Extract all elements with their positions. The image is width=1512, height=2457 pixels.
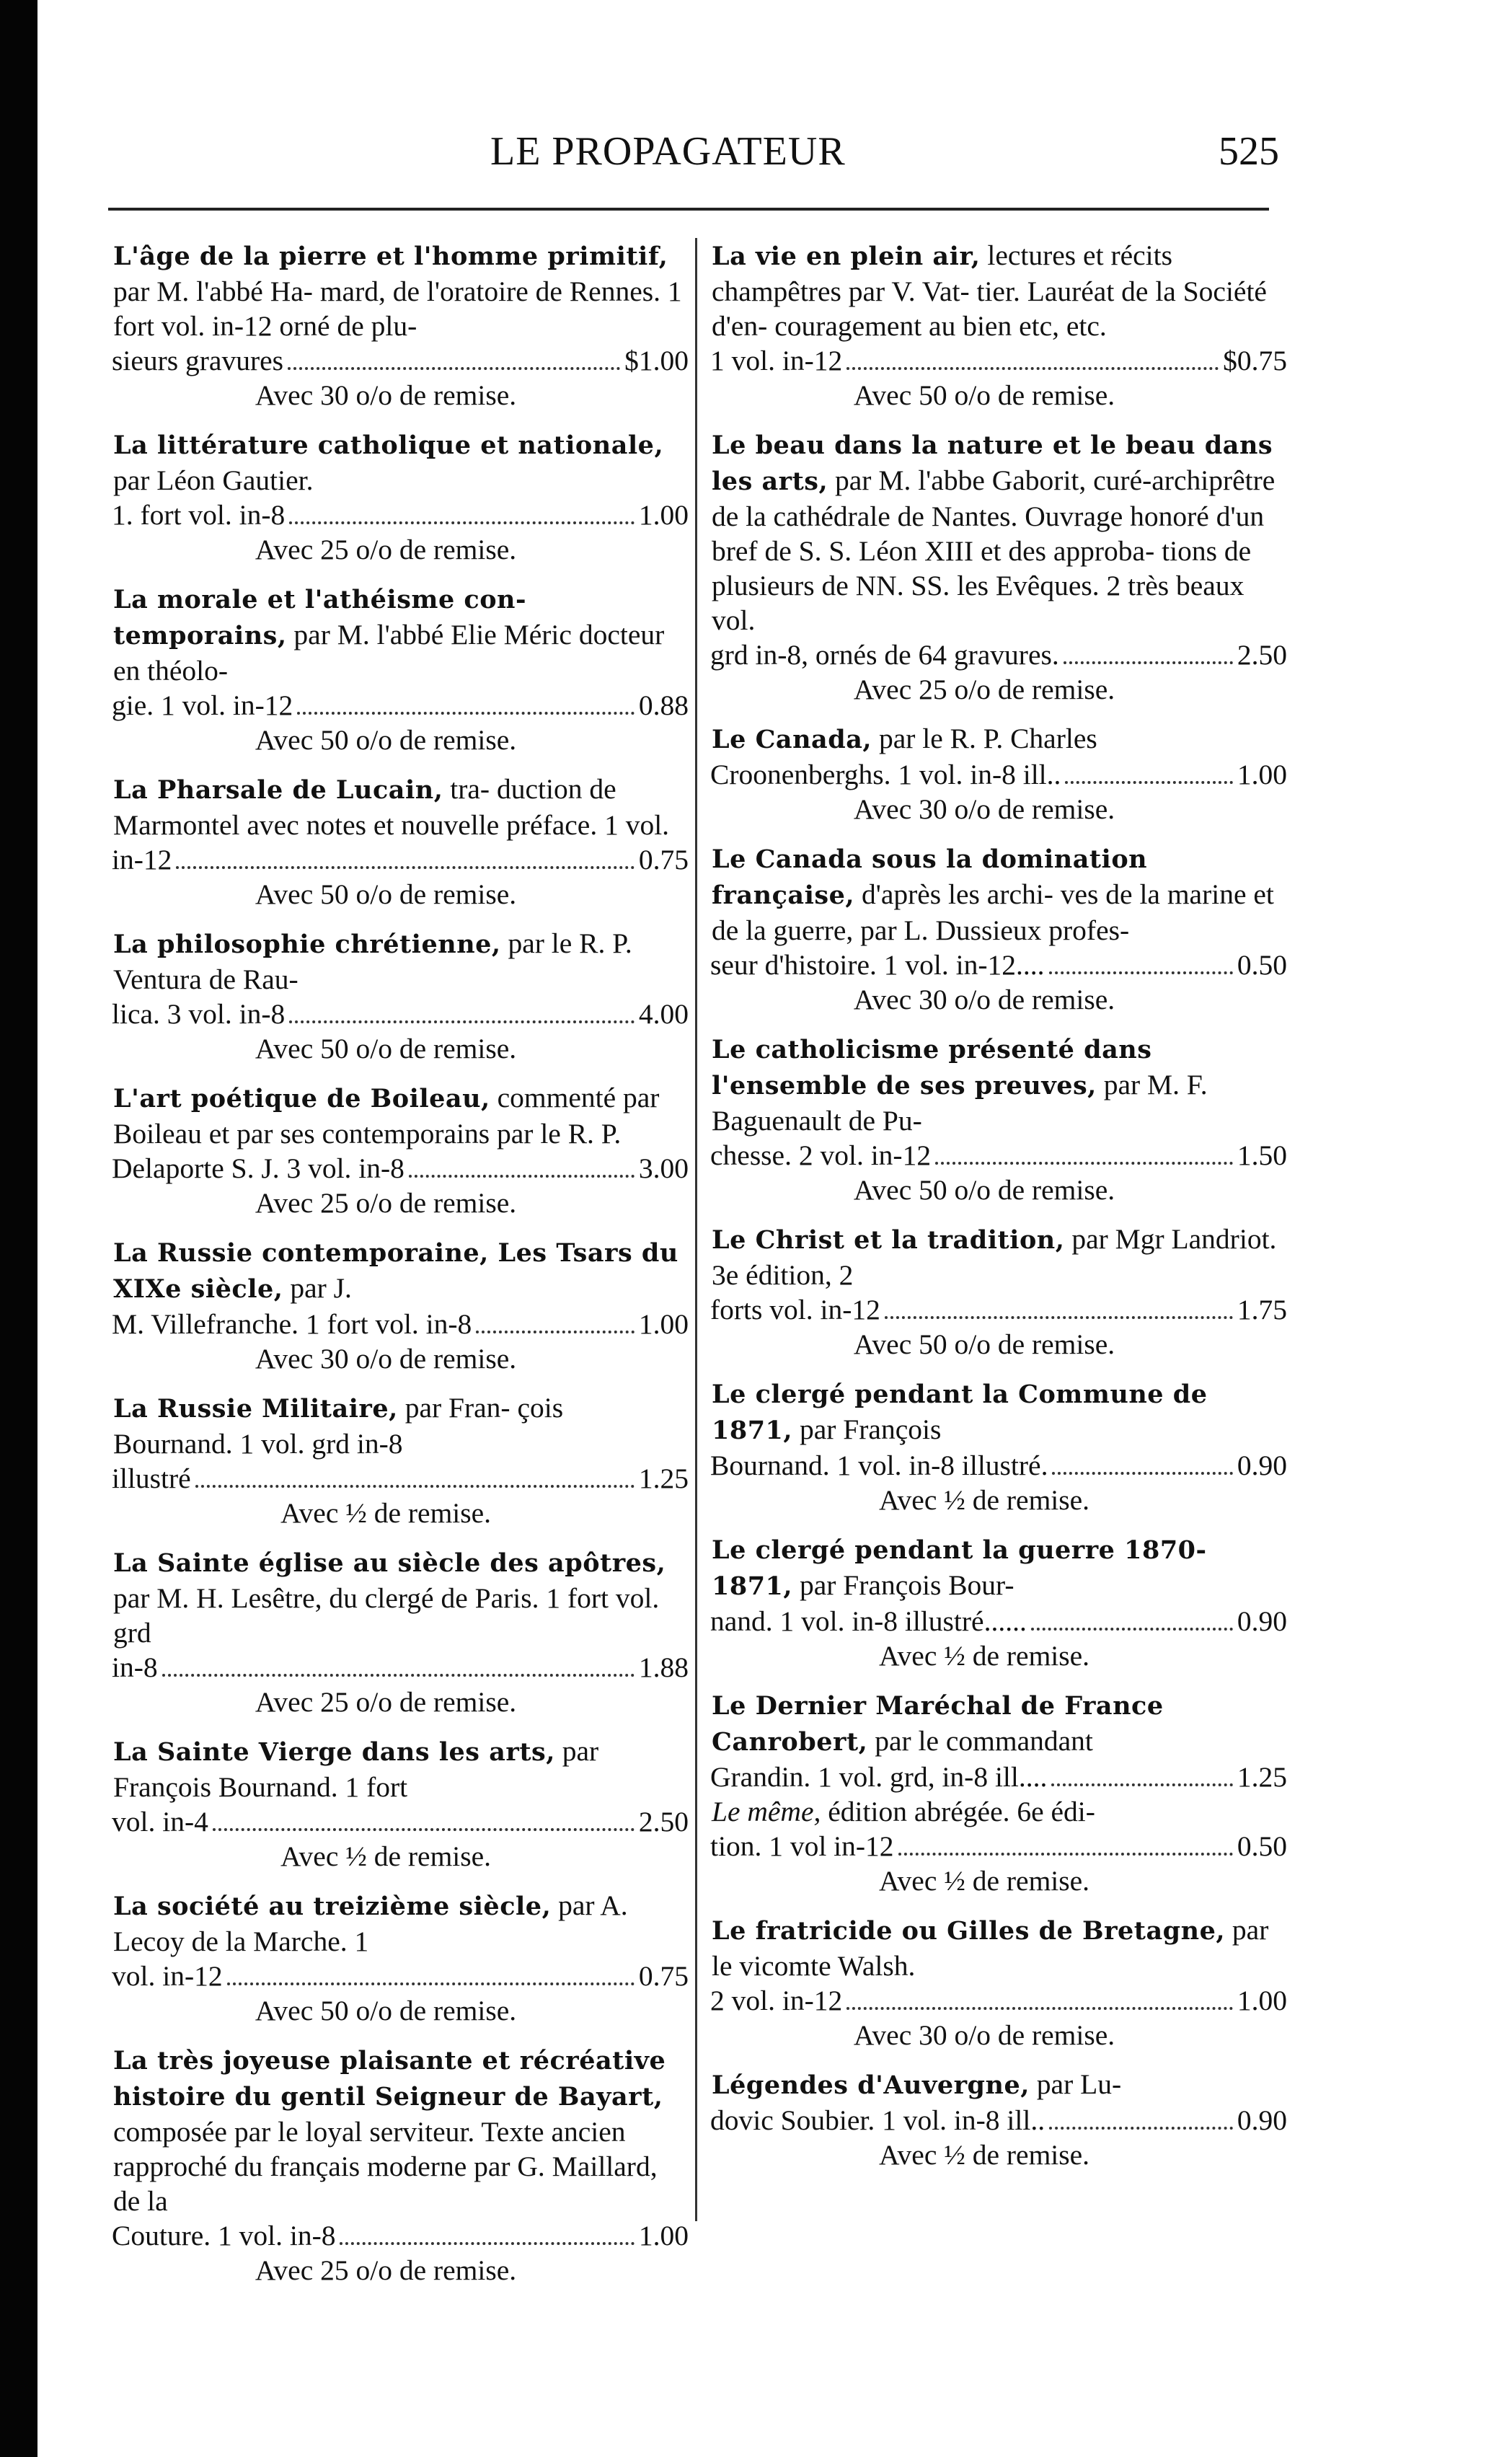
book-entry bbox=[112, 1390, 689, 1530]
description-line: Mgr Landriot. 3e édition, 2 bbox=[712, 1223, 1277, 1291]
book-title: Le clergé pendant la Commune de 1871, bbox=[712, 1380, 1208, 1445]
dot-leader bbox=[935, 1162, 1233, 1165]
entry-description bbox=[710, 1031, 1287, 1138]
dot-leader bbox=[1052, 1472, 1232, 1475]
scan-margin-bar bbox=[0, 0, 37, 2457]
entry-description bbox=[710, 238, 1287, 343]
price: 2.50 bbox=[1237, 639, 1287, 671]
price-line bbox=[112, 1461, 689, 1496]
dot-leader bbox=[162, 1674, 635, 1677]
price: 0.88 bbox=[638, 689, 689, 721]
book-title: Le clergé pendant la guerre 1870-1871, bbox=[712, 1535, 1207, 1601]
book-entry bbox=[710, 841, 1287, 1017]
entry-description bbox=[112, 2042, 689, 2218]
header-rule bbox=[108, 208, 1269, 211]
price-line-text: Grandin. 1 vol. grd, in-8 ill.... bbox=[710, 1761, 1048, 1793]
discount-note: Avec 30 o/o de remise. bbox=[853, 793, 1115, 825]
price: 0.75 bbox=[638, 844, 689, 875]
book-entry bbox=[112, 926, 689, 1066]
description-line: clergé de Paris. 1 fort vol. grd bbox=[113, 1582, 660, 1649]
price-line bbox=[710, 638, 1287, 672]
price-line-text: vol. in-12 bbox=[112, 1960, 223, 1992]
edition-label: Le même, bbox=[712, 1796, 821, 1827]
description-line: par François bbox=[799, 1413, 942, 1445]
price: 1.88 bbox=[638, 1651, 689, 1683]
price: 1.00 bbox=[1237, 759, 1287, 790]
book-title: Le catholicisme présenté dans l'ensemble de ses preuves, bbox=[712, 1035, 1152, 1100]
price: 1.50 bbox=[1237, 1139, 1287, 1171]
price-line bbox=[710, 1448, 1287, 1483]
book-title: La Russie contemporaine, Les Tsars du XIXe siècle, bbox=[113, 1238, 678, 1304]
price-line-text: illustré bbox=[112, 1463, 191, 1494]
discount-note: Avec 50 o/o de remise. bbox=[853, 1328, 1115, 1360]
price-line-text: 1 vol. in-12 bbox=[710, 345, 843, 376]
book-title: Le Christ et la tradition, bbox=[712, 1225, 1065, 1255]
book-entry bbox=[710, 721, 1287, 826]
price-line bbox=[112, 1804, 689, 1839]
description-line: par A. Lecoy de la Marche. 1 bbox=[113, 1889, 628, 1957]
dot-leader bbox=[885, 1316, 1233, 1319]
description-line: tions de plusieurs de NN. SS. bbox=[712, 535, 1252, 601]
description-line: couragement au bien etc, etc. bbox=[774, 310, 1107, 342]
description-line: par M. H. Lesêtre, du bbox=[113, 1582, 358, 1614]
dot-leader bbox=[846, 367, 1219, 370]
discount-note: Avec ½ de remise. bbox=[878, 1640, 1090, 1672]
book-entry bbox=[710, 1376, 1287, 1517]
price-line-text: in-8 bbox=[112, 1651, 158, 1683]
price-line-text: sieurs gravures bbox=[112, 345, 284, 376]
dot-leader bbox=[288, 367, 620, 370]
discount-note: Avec 50 o/o de remise. bbox=[255, 724, 517, 756]
running-header: LE PROPAGATEUR bbox=[490, 129, 846, 174]
entry-description bbox=[112, 238, 689, 343]
book-entry bbox=[710, 1532, 1287, 1673]
dot-leader bbox=[195, 1485, 635, 1488]
abridged-edition bbox=[710, 1794, 1287, 1829]
entry-description bbox=[112, 772, 689, 842]
description-line: d'après les archi- bbox=[861, 878, 1053, 910]
book-title: La Pharsale de Lucain, bbox=[113, 775, 443, 805]
book-title: Le beau dans la nature et le beau dans les arts, bbox=[712, 431, 1273, 496]
dot-leader bbox=[1049, 971, 1233, 974]
price-line-text: 1. fort vol. in-8 bbox=[112, 499, 286, 531]
price: 1.00 bbox=[638, 1308, 689, 1340]
price: 0.90 bbox=[1237, 1450, 1287, 1481]
discount-note: Avec 25 o/o de remise. bbox=[853, 674, 1115, 705]
entry-description bbox=[112, 1390, 689, 1461]
price-line-text: seur d'histoire. 1 vol. in-12.... bbox=[710, 949, 1045, 981]
discount-note: Avec ½ de remise. bbox=[280, 1840, 492, 1872]
dot-leader bbox=[1031, 1628, 1233, 1631]
book-entry bbox=[710, 427, 1287, 707]
description-line: mard, de l'oratoire de Rennes. bbox=[319, 275, 660, 307]
entry-description bbox=[112, 926, 689, 997]
price-line bbox=[112, 997, 689, 1031]
discount-note: Avec 30 o/o de remise. bbox=[853, 984, 1115, 1015]
price: 0.75 bbox=[638, 1960, 689, 1992]
price: 1.25 bbox=[638, 1463, 689, 1494]
price: $1.00 bbox=[624, 345, 689, 376]
book-entry bbox=[112, 238, 689, 413]
discount-note: Avec 25 o/o de remise. bbox=[255, 1187, 517, 1219]
price-line-text: tion. 1 vol in-12 bbox=[710, 1830, 894, 1862]
price: 0.90 bbox=[1237, 1605, 1287, 1637]
price-line bbox=[710, 1760, 1287, 1794]
discount-note: Avec 30 o/o de remise. bbox=[853, 2019, 1115, 2051]
price: 0.50 bbox=[1237, 949, 1287, 981]
book-entry bbox=[710, 1913, 1287, 2052]
description-line: duction de Marmontel avec bbox=[113, 773, 616, 841]
discount-note: Avec ½ de remise. bbox=[280, 1497, 492, 1529]
price: 1.75 bbox=[1237, 1294, 1287, 1325]
book-entry bbox=[112, 1545, 689, 1719]
entry-description bbox=[710, 1913, 1287, 1983]
book-entry bbox=[112, 2042, 689, 2288]
price-line-text: nand. 1 vol. in-8 illustré...... bbox=[710, 1605, 1027, 1637]
price-line bbox=[112, 498, 689, 532]
description-line: par le loyal serviteur. Texte bbox=[234, 2116, 544, 2148]
price: 2.50 bbox=[638, 1806, 689, 1838]
entry-description bbox=[112, 581, 689, 688]
column-divider bbox=[695, 238, 697, 2221]
price-line-text: in-12 bbox=[112, 844, 172, 875]
description-line: notes et nouvelle préface. 1 vol. bbox=[306, 809, 670, 841]
price-line-text: gie. 1 vol. in-12 bbox=[112, 689, 293, 721]
price-line bbox=[710, 948, 1287, 982]
dot-leader bbox=[289, 1020, 635, 1023]
description-line: par François Bournand. 1 fort bbox=[113, 1735, 599, 1803]
entry-description bbox=[710, 841, 1287, 948]
dot-leader bbox=[476, 1331, 635, 1333]
book-title: La morale et l'athéisme con-temporains, bbox=[113, 585, 527, 650]
book-title: La Sainte église au siècle des apôtres, bbox=[113, 1548, 666, 1578]
price-line-text: grd in-8, ornés de 64 gravures. bbox=[710, 639, 1059, 671]
price-line-text: Couture. 1 vol. in-8 bbox=[112, 2220, 336, 2251]
price-line bbox=[112, 1650, 689, 1685]
price: 1.00 bbox=[638, 2220, 689, 2251]
book-entry bbox=[112, 427, 689, 567]
book-title: Le Dernier Maréchal de France Canrobert, bbox=[712, 1691, 1164, 1757]
price-line-text: chesse. 2 vol. in-12 bbox=[710, 1139, 932, 1171]
price-line bbox=[710, 1604, 1287, 1638]
price-line-text: Croonenberghs. 1 vol. in-8 ill.. bbox=[710, 759, 1061, 790]
price-line-text: 2 vol. in-12 bbox=[710, 1985, 843, 2016]
price-line-text: M. Villefranche. 1 fort vol. in-8 bbox=[112, 1308, 472, 1340]
description-line: composée bbox=[113, 2116, 227, 2148]
price: $0.75 bbox=[1223, 345, 1287, 376]
description-line: ves de la marine et de la bbox=[712, 878, 1274, 946]
book-title: La philosophie chrétienne, bbox=[113, 930, 501, 959]
entry-description bbox=[710, 2067, 1287, 2103]
price: 1.25 bbox=[1237, 1761, 1287, 1793]
description-line: de la cathédrale de Nantes. bbox=[712, 500, 1018, 532]
price-line-text: dovic Soubier. 1 vol. in-8 ill.. bbox=[710, 2104, 1045, 2136]
entry-description bbox=[710, 1688, 1287, 1760]
dot-leader bbox=[289, 521, 635, 524]
price-line bbox=[710, 1983, 1287, 2018]
book-entry bbox=[710, 1031, 1287, 1207]
price: 0.90 bbox=[1237, 2104, 1287, 2136]
page-number: 525 bbox=[1219, 129, 1279, 174]
price-line bbox=[710, 2103, 1287, 2138]
description-line: par le commandant bbox=[875, 1725, 1093, 1757]
dot-leader bbox=[213, 1828, 635, 1831]
dot-leader bbox=[846, 2007, 1233, 2010]
price: 3.00 bbox=[638, 1152, 689, 1184]
book-entry bbox=[710, 238, 1287, 413]
description-line: Elie Méric docteur en théolo- bbox=[113, 619, 665, 687]
description-line: moderne par G. Maillard, de la bbox=[113, 2151, 658, 2217]
price-line bbox=[112, 343, 689, 378]
entry-description bbox=[710, 721, 1287, 757]
discount-note: Avec 25 o/o de remise. bbox=[255, 534, 517, 565]
description-line: par M. F. Baguenault de Pu- bbox=[712, 1069, 1208, 1137]
dot-leader bbox=[898, 1853, 1233, 1856]
description-line: par bbox=[1071, 1223, 1108, 1255]
price-line bbox=[112, 1307, 689, 1341]
book-title: Le Canada sous la domination française, bbox=[712, 844, 1148, 910]
discount-note: Avec 50 o/o de remise. bbox=[255, 1033, 517, 1064]
description-line: par M. bbox=[835, 464, 911, 496]
description-line: par Léon Gautier. bbox=[113, 464, 314, 496]
description-line: 1 fort vol. in-12 orné de plu- bbox=[113, 275, 682, 342]
book-title: L'âge de la pierre et l'homme primitif, bbox=[113, 242, 668, 271]
description-line: lectures et bbox=[987, 239, 1104, 271]
book-entry bbox=[710, 1222, 1287, 1362]
price-line-text: forts vol. in-12 bbox=[710, 1294, 880, 1325]
book-title: Le Canada, bbox=[712, 725, 872, 754]
price: 0.50 bbox=[1237, 1830, 1287, 1862]
book-entry bbox=[710, 2067, 1287, 2172]
description-line: les Evêques. 2 très beaux vol. bbox=[712, 570, 1244, 636]
left-column bbox=[112, 238, 689, 2302]
description-line: ses contemporains par le R. P. bbox=[280, 1118, 622, 1150]
entry-description bbox=[710, 1376, 1287, 1448]
dot-leader bbox=[297, 712, 635, 715]
price-line bbox=[112, 2218, 689, 2253]
entry-description bbox=[710, 427, 1287, 638]
discount-note: Avec ½ de remise. bbox=[878, 1865, 1090, 1897]
discount-note: Avec 50 o/o de remise. bbox=[853, 1174, 1115, 1206]
description-line: par le R. P. Ventura de Rau- bbox=[113, 927, 632, 995]
dot-leader bbox=[1049, 2127, 1233, 2130]
description-line: ancien rapproché du français bbox=[113, 2116, 626, 2182]
entry-description bbox=[112, 1080, 689, 1151]
dot-leader bbox=[409, 1175, 635, 1178]
description-line: par le R. P. Charles bbox=[878, 723, 1097, 754]
book-title: La littérature catholique et nationale, bbox=[113, 431, 664, 460]
book-entry bbox=[112, 1734, 689, 1874]
book-title: La société au treizième siècle, bbox=[113, 1892, 552, 1921]
description-line: çois Bournand. 1 vol. grd in-8 bbox=[113, 1392, 564, 1460]
price: 1.00 bbox=[1237, 1985, 1287, 2016]
entry-description bbox=[112, 1235, 689, 1307]
price-line bbox=[710, 1292, 1287, 1327]
discount-note: Avec ½ de remise. bbox=[878, 2139, 1090, 2171]
book-entry bbox=[112, 1080, 689, 1220]
description-line: tra- bbox=[450, 773, 490, 805]
price-line bbox=[112, 688, 689, 723]
description-line: guerre, par L. Dussieux profes- bbox=[773, 914, 1130, 946]
price: 1.00 bbox=[638, 499, 689, 531]
description-line: Ouvrage honoré d'un bref de S. bbox=[712, 500, 1265, 567]
entry-description bbox=[710, 1532, 1287, 1604]
description-line: par Lu- bbox=[1036, 2068, 1122, 2100]
discount-note: Avec 30 o/o de remise. bbox=[255, 379, 517, 411]
price: 4.00 bbox=[638, 998, 689, 1030]
entry-description bbox=[112, 427, 689, 498]
book-entry bbox=[112, 581, 689, 757]
description-line: édition abrégée. 6e édi- bbox=[828, 1796, 1095, 1827]
discount-note: Avec ½ de remise. bbox=[878, 1484, 1090, 1516]
book-title: La vie en plein air, bbox=[712, 242, 981, 271]
price-line bbox=[710, 757, 1287, 792]
right-column bbox=[710, 238, 1287, 2187]
discount-note: Avec 50 o/o de remise. bbox=[255, 1995, 517, 2026]
price-line bbox=[710, 1138, 1287, 1173]
price-line bbox=[710, 1829, 1287, 1863]
book-title: L'art poétique de Boileau, bbox=[113, 1084, 490, 1113]
book-title: La très joyeuse plaisante et récréative histoire du gentil Seigneur de Bayart, bbox=[113, 2046, 666, 2112]
dot-leader bbox=[176, 866, 634, 869]
description-line: récits champêtres par V. Vat- bbox=[712, 239, 1172, 307]
book-entry bbox=[112, 1888, 689, 2028]
book-entry bbox=[710, 1688, 1287, 1898]
price-line bbox=[112, 842, 689, 877]
discount-note: Avec 50 o/o de remise. bbox=[255, 878, 517, 910]
dot-leader bbox=[227, 1982, 635, 1985]
description-line: par Fran- bbox=[404, 1392, 510, 1424]
dot-leader bbox=[1051, 1783, 1233, 1786]
entry-description bbox=[112, 1734, 689, 1804]
discount-note: Avec 30 o/o de remise. bbox=[255, 1343, 517, 1375]
price-line-text: Delaporte S. J. 3 vol. in-8 bbox=[112, 1152, 404, 1184]
price-line-text: lica. 3 vol. in-8 bbox=[112, 998, 286, 1030]
price-line-text: vol. in-4 bbox=[112, 1806, 208, 1838]
entry-description bbox=[112, 1888, 689, 1959]
dot-leader bbox=[1064, 661, 1233, 664]
discount-note: Avec 25 o/o de remise. bbox=[255, 2254, 517, 2286]
book-title: La Sainte Vierge dans les arts, bbox=[113, 1737, 555, 1767]
description-line: commenté par Boileau et par bbox=[113, 1082, 660, 1150]
description-line: S. Léon XIII et des approba- bbox=[828, 535, 1155, 567]
description-line: par le vicomte Walsh. bbox=[712, 1914, 1269, 1982]
entry-description bbox=[710, 1222, 1287, 1292]
description-line: tier. Lauréat de la Société d'en- bbox=[712, 275, 1267, 342]
description-line: par J. bbox=[290, 1272, 352, 1304]
book-entry bbox=[112, 772, 689, 912]
price-line bbox=[112, 1959, 689, 1993]
description-line: l'abbe Gaborit, curé-archiprêtre bbox=[918, 464, 1276, 496]
book-title: Le fratricide ou Gilles de Bretagne, bbox=[712, 1916, 1226, 1946]
discount-note: Avec 50 o/o de remise. bbox=[853, 379, 1115, 411]
description-line: par M. l'abbé bbox=[293, 619, 444, 650]
dot-leader bbox=[340, 2242, 634, 2245]
entry-description bbox=[112, 1545, 689, 1650]
book-entry bbox=[112, 1235, 689, 1376]
price-line bbox=[710, 343, 1287, 378]
price-line bbox=[112, 1151, 689, 1186]
book-title: Légendes d'Auvergne, bbox=[712, 2070, 1030, 2100]
discount-note: Avec 25 o/o de remise. bbox=[255, 1686, 517, 1718]
description-line: par M. l'abbé Ha- bbox=[113, 275, 313, 307]
price-line-text: Bournand. 1 vol. in-8 illustré. bbox=[710, 1450, 1048, 1481]
dot-leader bbox=[1065, 781, 1232, 784]
description-line: par François Bour- bbox=[799, 1569, 1014, 1601]
book-title: La Russie Militaire, bbox=[113, 1394, 398, 1424]
